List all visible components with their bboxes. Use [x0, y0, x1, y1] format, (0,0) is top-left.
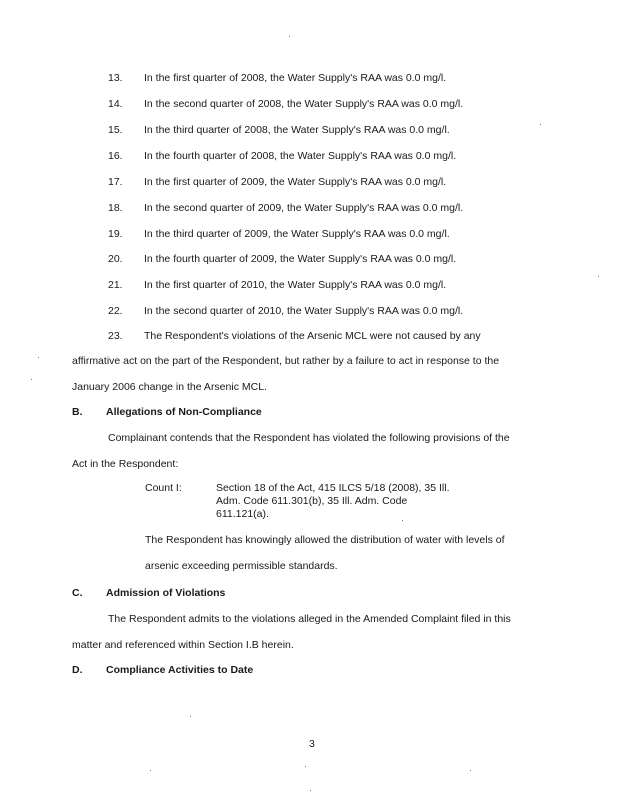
citation-line: Adm. Code 611.301(b), 35 Ill. Adm. Code [216, 495, 408, 507]
finding-20 [108, 253, 456, 265]
finding-17 [108, 176, 446, 188]
scan-speck [310, 790, 311, 791]
item-number: 18. [108, 202, 123, 214]
item-text: In the fourth quarter of 2008, the Water Supply's RAA was 0.0 mg/l. [144, 150, 457, 162]
scan-speck [402, 520, 403, 521]
finding-21 [108, 279, 446, 291]
item-number: 15. [108, 124, 123, 136]
scan-speck [540, 124, 541, 125]
count-detail-line: arsenic exceeding permissible standards. [145, 560, 338, 572]
item-text: In the first quarter of 2009, the Water Supply's RAA was 0.0 mg/l. [144, 176, 447, 188]
item-text: In the second quarter of 2009, the Water Supply's RAA was 0.0 mg/l. [144, 202, 464, 214]
item-text: In the second quarter of 2008, the Water Supply's RAA was 0.0 mg/l. [144, 98, 464, 110]
scan-speck [289, 36, 290, 37]
item-number: 19. [108, 228, 123, 240]
section-b-heading [72, 406, 262, 418]
section-letter: D. [72, 664, 83, 676]
count-label: Count I: [145, 482, 182, 494]
paragraph-line: January 2006 change in the Arsenic MCL. [72, 381, 267, 393]
finding-18 [108, 202, 463, 214]
count-detail-line: The Respondent has knowingly allowed the distribution of water with levels of [145, 534, 505, 546]
finding-16 [108, 150, 456, 162]
item-text: In the third quarter of 2009, the Water Supply's RAA was 0.0 mg/l. [144, 228, 450, 240]
section-d-heading [72, 664, 253, 676]
section-letter: C. [72, 587, 83, 599]
item-number: 16. [108, 150, 123, 162]
finding-19 [108, 228, 450, 240]
item-number: 21. [108, 279, 123, 291]
paragraph-line: Complainant contends that the Respondent has violated the following provisions of the [108, 432, 510, 444]
item-number: 22. [108, 305, 123, 317]
item-number: 14. [108, 98, 123, 110]
section-c-heading [72, 587, 225, 599]
item-text: In the first quarter of 2008, the Water Supply's RAA was 0.0 mg/l. [144, 72, 447, 84]
item-text: The Respondent's violations of the Arsenic MCL were not caused by any [144, 330, 481, 342]
scan-speck [598, 276, 599, 277]
citation-line: 611.121(a). [216, 508, 269, 520]
page-number: 3 [309, 738, 315, 750]
item-number: 17. [108, 176, 123, 188]
count-citation [216, 482, 449, 521]
citation-line: Section 18 of the Act, 415 ILCS 5/18 (2008), 35 Ill. [216, 482, 450, 494]
item-number: 23. [108, 330, 123, 342]
finding-15 [108, 124, 450, 136]
item-number: 20. [108, 253, 123, 265]
paragraph-line: matter and referenced within Section I.B herein. [72, 639, 294, 651]
paragraph-line: The Respondent admits to the violations alleged in the Amended Complaint filed in this [108, 613, 511, 625]
scan-speck [190, 716, 191, 717]
scan-speck [150, 770, 151, 771]
finding-14 [108, 98, 463, 110]
item-number: 13. [108, 72, 123, 84]
paragraph-line: affirmative act on the part of the Respondent, but rather by a failure to act in response to the [72, 355, 500, 367]
finding-13 [108, 72, 446, 84]
section-title: Allegations of Non-Compliance [106, 406, 262, 418]
item-text: In the third quarter of 2008, the Water Supply's RAA was 0.0 mg/l. [144, 124, 450, 136]
section-letter: B. [72, 406, 83, 418]
section-title: Compliance Activities to Date [106, 664, 254, 676]
item-text: In the second quarter of 2010, the Water Supply's RAA was 0.0 mg/l. [144, 305, 464, 317]
item-text: In the fourth quarter of 2009, the Water Supply's RAA was 0.0 mg/l. [144, 253, 457, 265]
paragraph-line: Act in the Respondent: [72, 458, 179, 470]
item-text: In the first quarter of 2010, the Water Supply's RAA was 0.0 mg/l. [144, 279, 447, 291]
finding-23 [108, 330, 481, 342]
finding-22 [108, 305, 463, 317]
scan-speck [38, 357, 39, 358]
scan-speck [31, 379, 32, 380]
scan-speck [470, 770, 471, 771]
section-title: Admission of Violations [106, 587, 226, 599]
scan-speck [305, 766, 306, 767]
